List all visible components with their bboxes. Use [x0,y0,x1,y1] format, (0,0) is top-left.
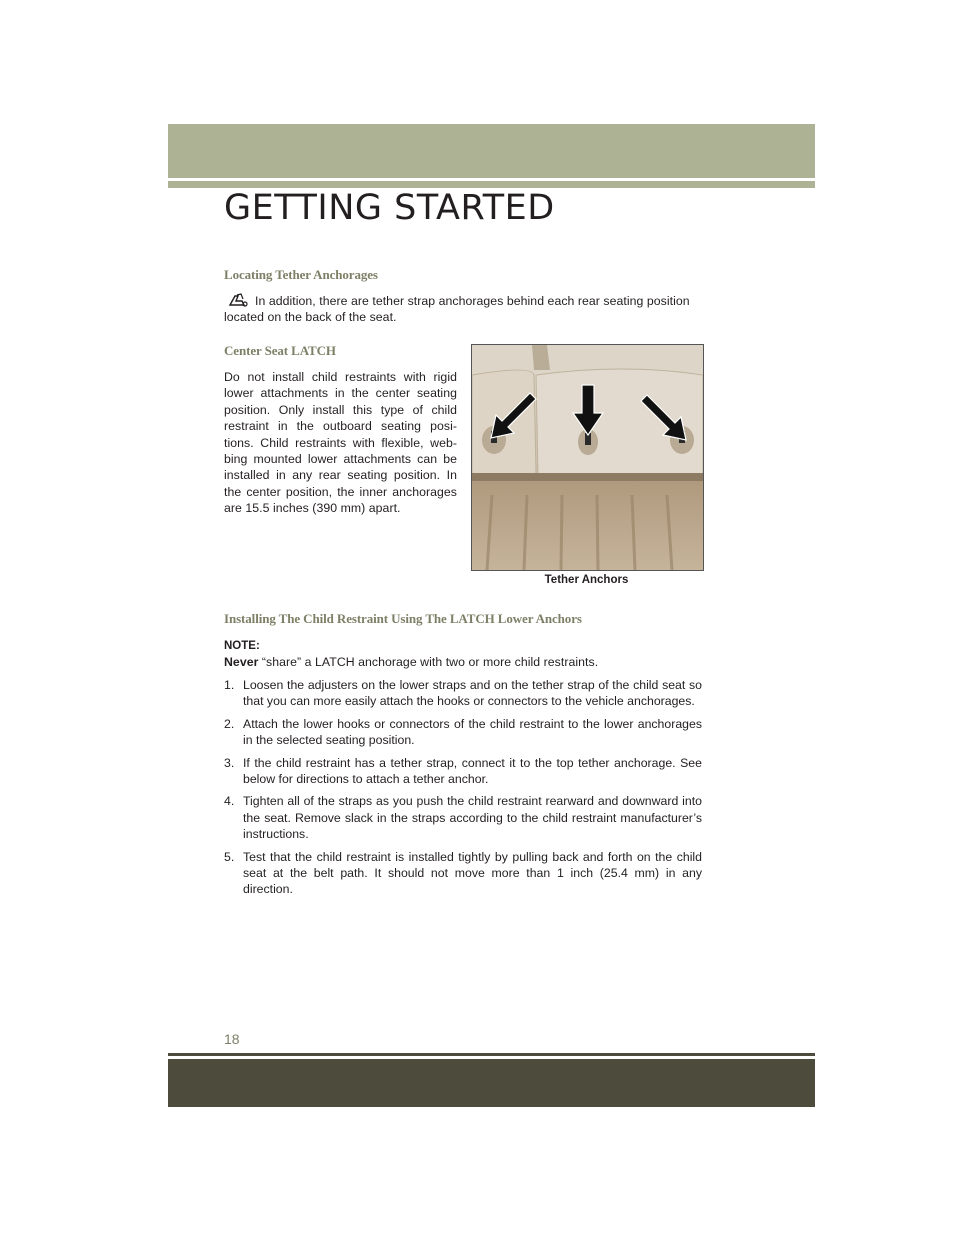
tether-text: In addition, there are tether strap anchorages behind each rear seating position located on the back of the seat. [224,294,690,325]
note-text: “share” a LATCH anchorage with two or more child restraints. [261,655,599,669]
list-item: 1. Loosen the adjusters on the lower straps and on the tether strap of the child seat so that you can more easily attach the hooks or connectors to the vehicle anchorages. [224,678,702,709]
list-item: 2. Attach the lower hooks or connectors of the child restraint to the lower anchorages in the selected seating position. [224,716,702,748]
tether-heading: Locating Tether Anchorages [224,267,378,282]
child-seat-icon [227,293,249,307]
tether-anchors-photo [471,344,704,571]
installing-heading: Installing The Child Restraint Using The LATCH Lower Anchors [224,611,582,626]
figure-caption: Tether Anchors [544,574,629,586]
note-bold: Never [224,655,259,669]
footer-line [168,1053,815,1056]
center-latch-paragraph: Do not install child restraints with rigid lower attachments in the center seating position. Only install this type of child restraint in the outboard seating posi-tions. Child restraints with flexible, web-bing mounted lower attachments can be installed in any rear seating position. In the center position, the inner anchorages are 15.5 inches (390 mm) apart. [224,370,457,516]
note-paragraph [224,654,702,670]
header-stripe [168,181,815,188]
header-band [168,124,815,178]
list-item: 4. Tighten all of the straps as you push the child restraint rearward and downward into the seat. Remove slack in the straps according to the child restraint manufacturer’s instructions. [224,794,702,842]
list-item: 3. If the child restraint has a tether strap, connect it to the top tether anchorage. See below for directions to attach a tether anchor. [224,755,702,787]
footer-band [168,1059,815,1107]
seat-photo-illustration [472,345,703,570]
page-number: 18 [224,1031,240,1047]
note-label: NOTE: [224,640,260,652]
center-latch-heading: Center Seat LATCH [224,343,336,358]
tether-paragraph [224,293,702,326]
section-title: GETTING STARTED [224,188,555,228]
installation-steps [224,677,702,904]
list-item: 5. Test that the child restraint is installed tightly by pulling back and forth on the child seat at the belt path. It should not move more than 1 inch (25.4 mm) in any direction. [224,849,702,897]
